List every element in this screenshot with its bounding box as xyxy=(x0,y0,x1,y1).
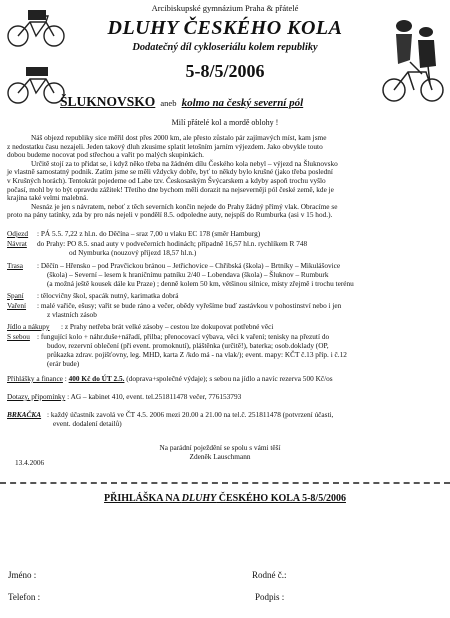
brkacka-label: BRKAČKA xyxy=(7,410,42,419)
vareni-text: z vlastních zásob xyxy=(47,310,97,319)
sebou-text: budov, rezervní oblečení (při event. promoknutí), pláštěnka (určitě!), baterka; osob.doklady (OP, xyxy=(47,341,329,350)
odjezd-label: Odjezd xyxy=(7,229,29,238)
closing-line: Na parádní poježdění se spolu s vámi těší xyxy=(159,443,281,452)
school-name: Arcibiskupské gymnázium Praha & přátelé xyxy=(151,3,299,13)
signature-field-label: Podpis : xyxy=(255,592,285,602)
navrat-row xyxy=(7,240,445,258)
prihlasky-sep: : xyxy=(62,374,69,383)
trasa-text: : Děčín – Hřensko – pod Pravčickou bránou – Jetřichovice – Chřibská (škola) – Brtníky – Mikulášovice xyxy=(37,261,341,270)
route-title xyxy=(60,94,390,110)
intro-line: krajina také velmi malebná. xyxy=(7,193,89,203)
bicycle-icon-top-left xyxy=(4,8,68,48)
spani-label: Spaní xyxy=(7,291,24,300)
intro-line: dobou budeme nocovat pod střechou a vařit po malých skupinkách. xyxy=(7,150,204,160)
bicycle-icon-bottom-left xyxy=(4,66,68,106)
route-tagline: kolmo na český severní pól xyxy=(181,97,304,109)
prihlasky-text: (doprava+společné výdaje); s sebou na jídlo a navíc rezerva 500 Kč/os xyxy=(124,374,333,383)
vareni-label: Vaření xyxy=(7,301,27,310)
name-field-label: Jméno : xyxy=(8,570,37,580)
cut-line xyxy=(0,482,450,488)
brkacka-text: : každý účastník zavolá ve ČT 4.5. 2006 mezi 20.00 a 21.00 na tel.č. 251811478 (potvrzení účasti, xyxy=(47,410,334,419)
trasa-row xyxy=(7,262,445,289)
intro-line: proto na pány tatínky, zda by pro nás nejeli v pondělí 8.5. odpoledne auty, nejspíš do Rumburka (asi v 15 hod.). xyxy=(7,210,333,220)
vareni-row xyxy=(7,302,445,320)
intro-line: v Krušných horách). Tentokrát pojedeme od Labe tzv. Českosaským Švýcarskem a kdyby aspoň trochu vyšlo xyxy=(7,175,326,185)
route-conj: aneb xyxy=(160,98,177,108)
brkacka-row xyxy=(7,411,445,429)
sebou-row xyxy=(7,333,445,369)
jidlo-label: Jídlo a nákupy xyxy=(7,322,50,331)
prihlasky-row xyxy=(7,375,445,385)
dotazy-row xyxy=(7,393,445,403)
sebou-text: (erár bude) xyxy=(47,359,80,368)
odjezd-text: : PÁ 5.5. 7,22 z hl.n. do Děčína – sraz 7,00 u vlaku EC 178 (směr Hamburg) xyxy=(37,229,261,238)
navrat-label: Návrat xyxy=(7,239,27,248)
form-title-part: DLUHY xyxy=(181,493,217,504)
birth-number-field-label: Rodné č.: xyxy=(252,570,287,580)
brkacka-text: event. dodalení detailů) xyxy=(53,419,122,428)
spani-text: : tělocvičny škol, spacák nutný, karimatka dobrá xyxy=(37,291,179,300)
greeting: Milí přátelé kol a mordě oblohy ! xyxy=(171,118,279,127)
trasa-label: Trasa xyxy=(7,261,23,270)
sebou-text: : fungující kolo + náhr.duše+nářadí, přilba; přenocovací výbava, věci k vaření; tenisky na přezutí do xyxy=(37,332,330,341)
spani-row xyxy=(7,292,445,301)
navrat-text: do Prahy: PO 8.5. snad auty v podvečerních hodinách; případně 16,57 hl.n. rychlíkem R 748 xyxy=(37,239,308,248)
intro-line: z nedostatku času nezajeli. Jeden takový dluh zkusime splatit letošním jarním výjezdem. Jako obvykle touto xyxy=(7,141,323,151)
sebou-text: průkazka zdrav. pojišťovny, leg. MHD, karta Z /kdo má - na vlak/); event. mapy: KČT č.13 příp. i č.12 xyxy=(47,350,347,359)
intro-line: počasí, mohl by to být opravdu zážitek! Třetího dne bychom měli dorazit na nejseverněji pól české země, kde je xyxy=(7,184,334,194)
page-title: DLUHY ČESKÉHO KOLA xyxy=(107,17,343,39)
form-title-part: ČESKÉHO KOLA 5-8/5/2006 xyxy=(216,493,346,504)
intro-line: Nesnáz je jen s návratem, neboť z těch severních končin nejede do Prahy žádný přímý vlak. Obracíme se xyxy=(31,201,338,211)
signature-name: Zdeněk Lauschmann xyxy=(189,452,251,461)
prihlasky-label: Přihlášky a finance xyxy=(7,374,63,383)
phone-field-label: Telefon : xyxy=(8,592,41,602)
subtitle: Dodatečný díl cykloseriálu kolem republiky xyxy=(132,42,318,53)
document-date: 13.4.2006 xyxy=(15,458,45,467)
intro-line: Náš objezd republiky sice měřil dost přes 2000 km, ale přesto zůstalo pár zajímavých míst, kam jsme xyxy=(31,133,327,142)
dotazy-text: : AG – kabinet 410, event. tel.251811478 večer, 776153793 xyxy=(65,392,242,401)
prihlasky-amount: 400 Kč do ÚT 2.5. xyxy=(68,374,125,383)
intro-paragraphs xyxy=(7,134,445,220)
intro-line: Určitě stojí za to přidat se, i když něko třeba na žádném dílu Českého kola nebyl – výjezd na Šluknovsko xyxy=(31,158,338,168)
intro-line: je vlastně samostatný podnik. Zatím jsme se měli vždycky dobře, byť to někdy bylo krušné (jako třeba poslední xyxy=(7,167,333,177)
event-dates: 5-8/5/2006 xyxy=(185,61,265,81)
dotazy-label: Dotazy, připomínky xyxy=(7,392,66,401)
odjezd-row xyxy=(7,230,445,239)
trasa-text: (škola) – Severní – lesem k hraničnímu patníku 2/40 – Lobendava (škola) – Šluknov – Rumburk xyxy=(47,270,329,279)
form-title-part: PŘIHLÁŠKA NA xyxy=(104,493,182,504)
sebou-label: S sebou xyxy=(7,332,30,341)
route-name: ŠLUKNOVSKO xyxy=(60,94,156,109)
vareni-text: : malé vařiče, ešusy; vařit se bude ráno a večer, obědy vyřešíme buď zastávkou v pohostinství nebo i jen xyxy=(37,301,342,310)
navrat-text: od Nymburka (nouzový příjezd 18,57 hl.n.) xyxy=(69,248,197,257)
form-title xyxy=(0,493,450,505)
jidlo-text: : z Prahy netřeba brát velké zásoby – cestou lze dokupovat potřebné věci xyxy=(61,322,274,331)
trasa-text: (a možná ještě kousek dále ku Praze) ; denně kolem 50 km, většinou silnice, místy zřejmě i trochu terénu xyxy=(47,279,354,288)
jidlo-row xyxy=(7,323,445,332)
